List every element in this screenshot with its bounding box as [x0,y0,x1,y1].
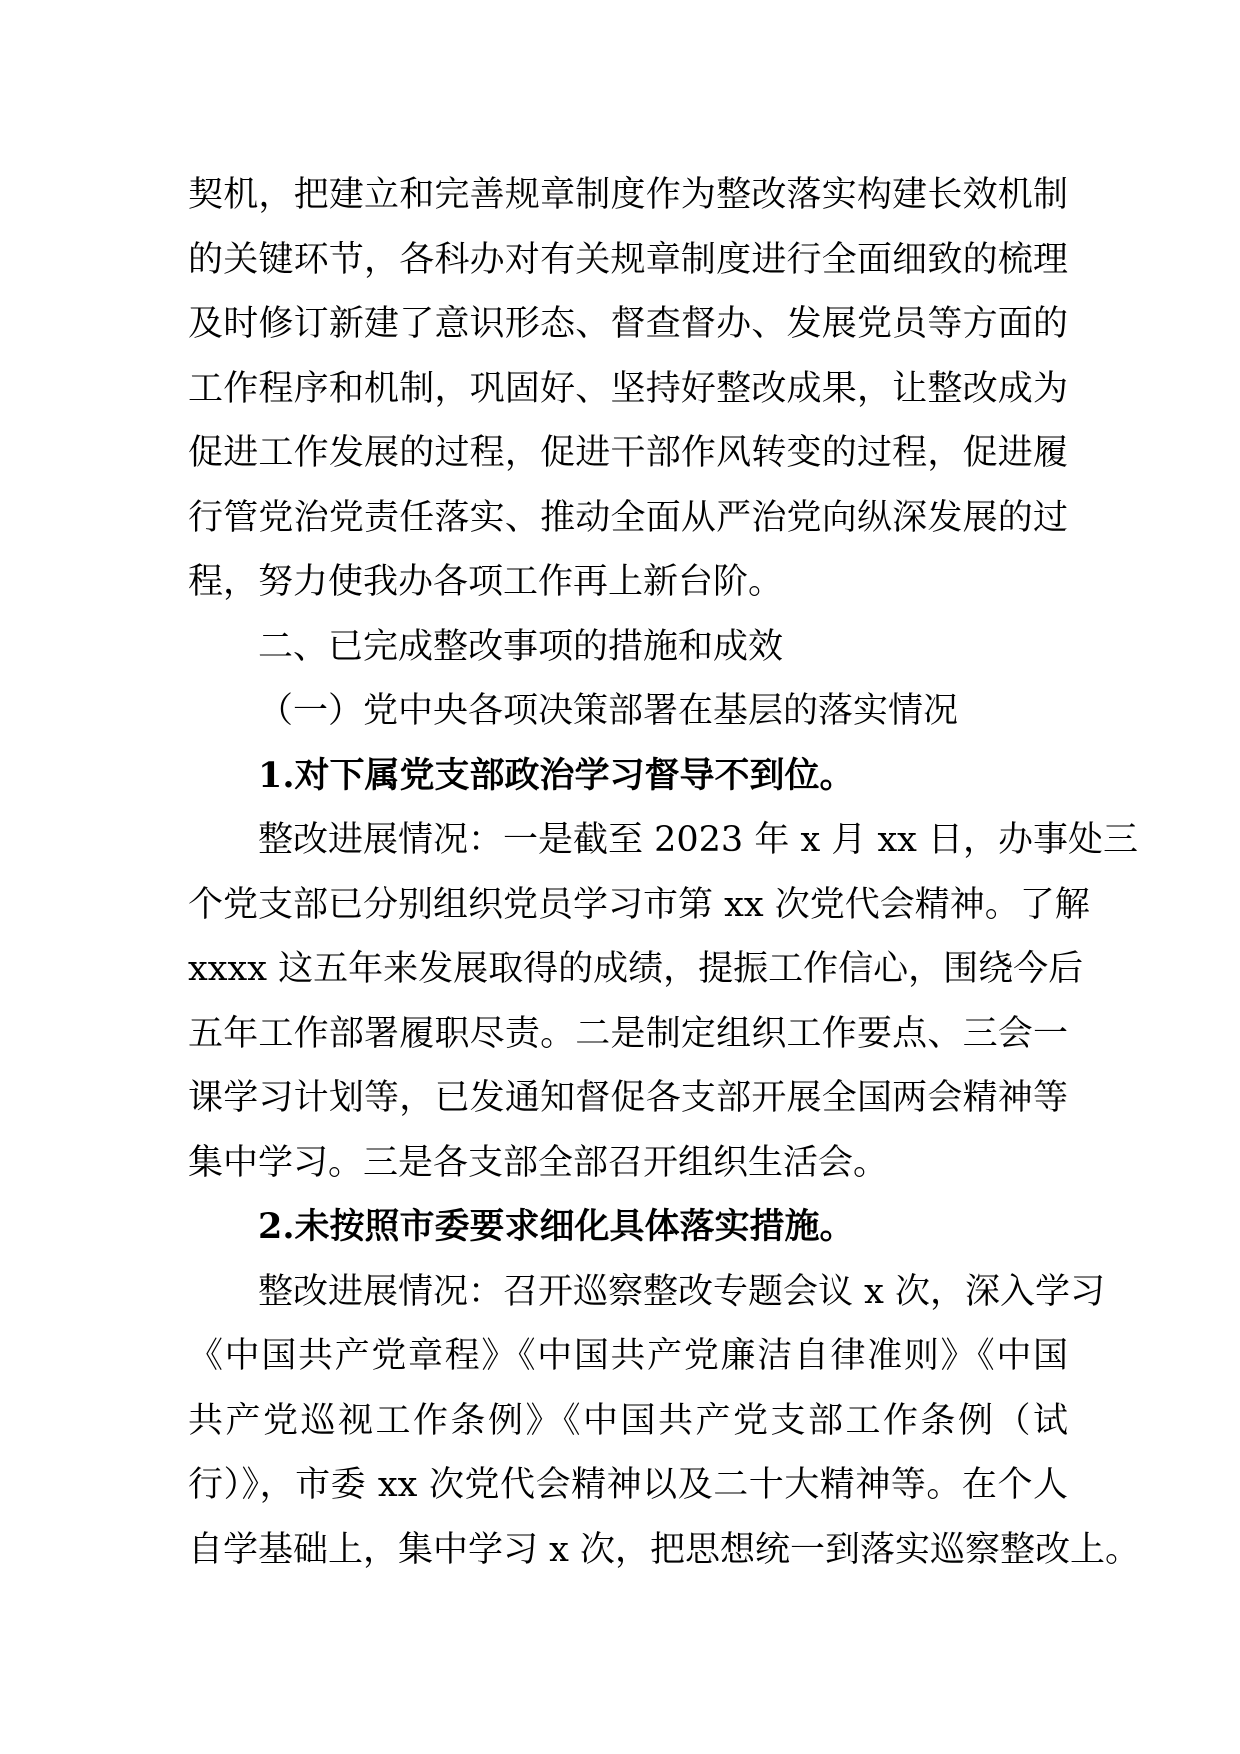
text-line: 行）》，市委 xx 次党代会精神以及二十大精神等。在个人 [188,1465,1068,1505]
text-line: 促进工作发展的过程，促进干部作风转变的过程，促进履 [188,433,1068,473]
text-line: 五年工作部署履职尽责。二是制定组织工作要点、三会一 [188,1013,1068,1054]
item-heading-2 [188,1195,1068,1260]
heading-text: 2.未按照市委要求细化具体落实措施。 [258,1206,855,1247]
paragraph-continuation [188,163,1068,615]
paragraph-progress-1 [188,808,1139,1195]
text-line: 契机，把建立和完善规章制度作为整改落实构建长效机制 [188,175,1068,215]
paragraph-progress-2 [188,1260,1140,1583]
text-line: 工作程序和机制，巩固好、坚持好整改成果，让整改成为 [188,368,1068,409]
heading-text: （一）党中央各项决策部署在基层的落实情况 [258,691,959,731]
text-line: 整改进展情况：一是截至 2023 年 x 月 xx 日，办事处三 [258,820,1139,860]
text-line: 《中国共产党章程》《中国共产党廉洁自律准则》《中国 [188,1336,1068,1376]
heading-text: 1.对下属党支部政治学习督导不到位。 [258,754,855,796]
text-line: xxxx 这五年来发展取得的成绩，提振工作信心，围绕今后 [188,949,1084,989]
text-line: 及时修订新建了意识形态、督查督办、发展党员等方面的 [188,304,1068,344]
text-line: 自学基础上，集中学习 x 次，把思想统一到落实巡察整改上。 [188,1529,1140,1570]
document-body [188,163,1140,1582]
text-line: 个党支部已分别组织党员学习市第 xx 次党代会精神。了解 [188,884,1090,925]
text-line: 程，努力使我办各项工作再上新台阶。 [188,562,784,602]
subsection-heading [188,679,1068,744]
text-line: 整改进展情况：召开巡察整改专题会议 x 次，深入学习 [258,1271,1105,1312]
heading-text: 二、已完成整改事项的措施和成效 [258,626,784,667]
text-line: 行管党治党责任落实、推动全面从严治党向纵深发展的过 [188,497,1068,538]
text-line: 课学习计划等，已发通知督促各支部开展全国两会精神等 [188,1078,1068,1118]
item-heading-1 [188,744,1068,809]
section-heading [188,615,1068,680]
text-line: 共产党巡视工作条例》《中国共产党支部工作条例（试 [188,1400,1068,1441]
text-line: 集中学习。三是各支部全部召开组织生活会。 [188,1142,889,1183]
text-line: 的关键环节，各科办对有关规章制度进行全面细致的梳理 [188,239,1068,280]
